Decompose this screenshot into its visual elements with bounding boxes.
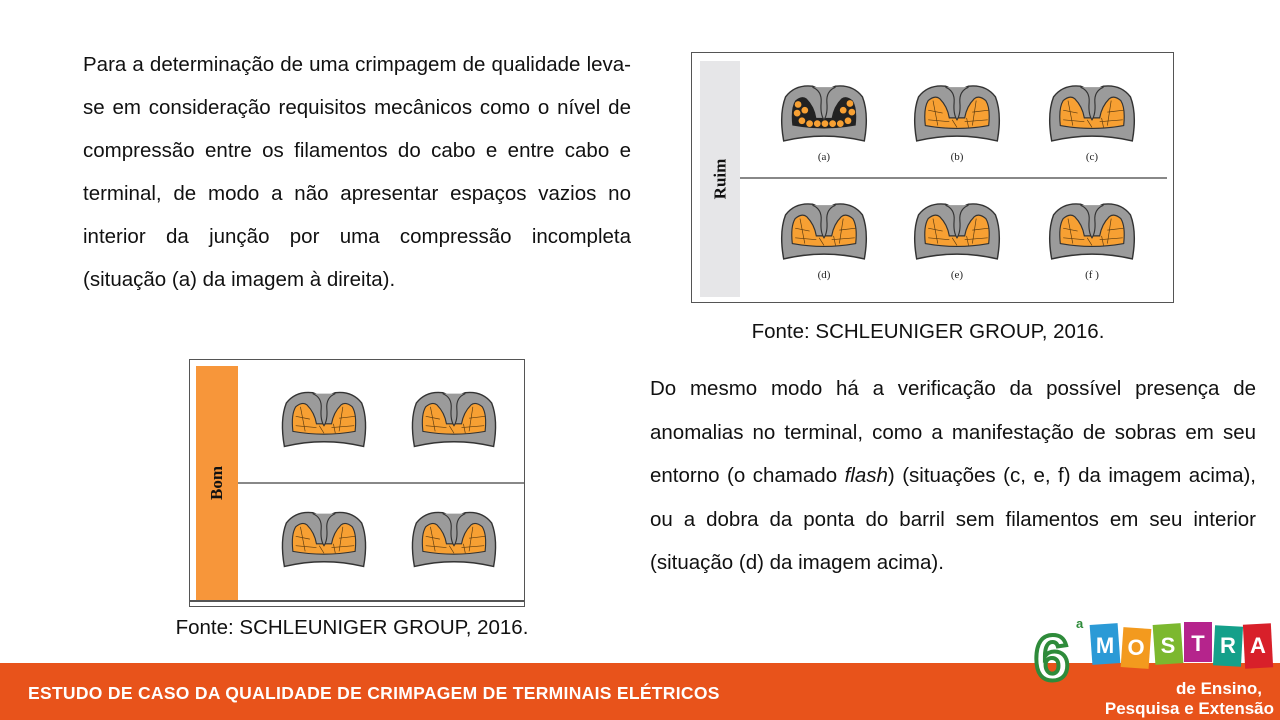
figure-caption: Fonte: SCHLEUNIGER GROUP, 2016. [751,320,1105,343]
logo-number: 6 [1034,622,1070,694]
logo-line1: de Ensino, [1176,679,1262,698]
divider [238,482,524,484]
side-label-bar [196,366,238,600]
crimp-good [276,388,372,454]
side-label-ruim: Ruim [710,158,729,200]
side-label-bom: Bom [207,466,226,500]
left-paragraph: Para a determinação de uma crimpagem de qualidade leva-se em consideração requisitos mecânicos como o nível de compressão entre os filamentos do cabo e entre cabo e terminal, de modo a não apresentar espaços vazios no interior da junção por uma compressão incompleta (situação (a) da imagem à direita). [83,53,631,291]
logo-letter: S [1160,633,1176,658]
divider [740,177,1167,179]
logo-letter: O [1127,635,1145,660]
label-c: (c) [1085,151,1099,163]
label-a: (a) [817,151,831,163]
crimp-good [406,388,502,454]
logo-letter: T [1191,631,1205,656]
label-e: (e) [950,269,964,281]
logo-letter: R [1220,633,1236,658]
logo-line2: Pesquisa e Extensão [1104,699,1274,718]
label-d: (d) [817,269,831,281]
crimp-good [406,508,502,574]
logo-ordinal: a [1076,616,1084,631]
label-b: (b) [950,151,964,163]
bottom-border [190,600,524,602]
right-paragraph [650,367,1256,585]
crimp-f [1042,199,1142,281]
logo-letter: M [1095,633,1115,658]
logo-letter: A [1250,633,1266,658]
label-f: (f ) [1085,269,1099,281]
crimp-a [774,81,874,163]
crimp-c [1042,81,1142,163]
text: ) (situações (c, e, f) da imagem acima), ou a dobra da ponta do barril sem filamentos em seu interior (situação (d) da imagem acima). [650,464,1256,574]
figure-caption: Fonte: SCHLEUNIGER GROUP, 2016. [175,616,529,639]
mostra-logo [1034,612,1278,718]
crimp-e [907,199,1007,281]
good-crimp-figure [189,359,525,607]
crimp-b [907,81,1007,163]
bad-crimp-figure [691,52,1174,303]
side-label-bar [700,61,740,297]
footer-title: ESTUDO DE CASO DA QUALIDADE DE CRIMPAGEM DE TERMINAIS ELÉTRICOS [28,683,720,703]
italic-term: flash [844,464,888,487]
crimp-d [774,199,874,281]
text: Do mesmo modo há a verificação da possível presença de anomalias no terminal, como a manifestação de sobras em seu entorno (o chamado [650,377,1256,487]
crimp-good [276,508,372,574]
